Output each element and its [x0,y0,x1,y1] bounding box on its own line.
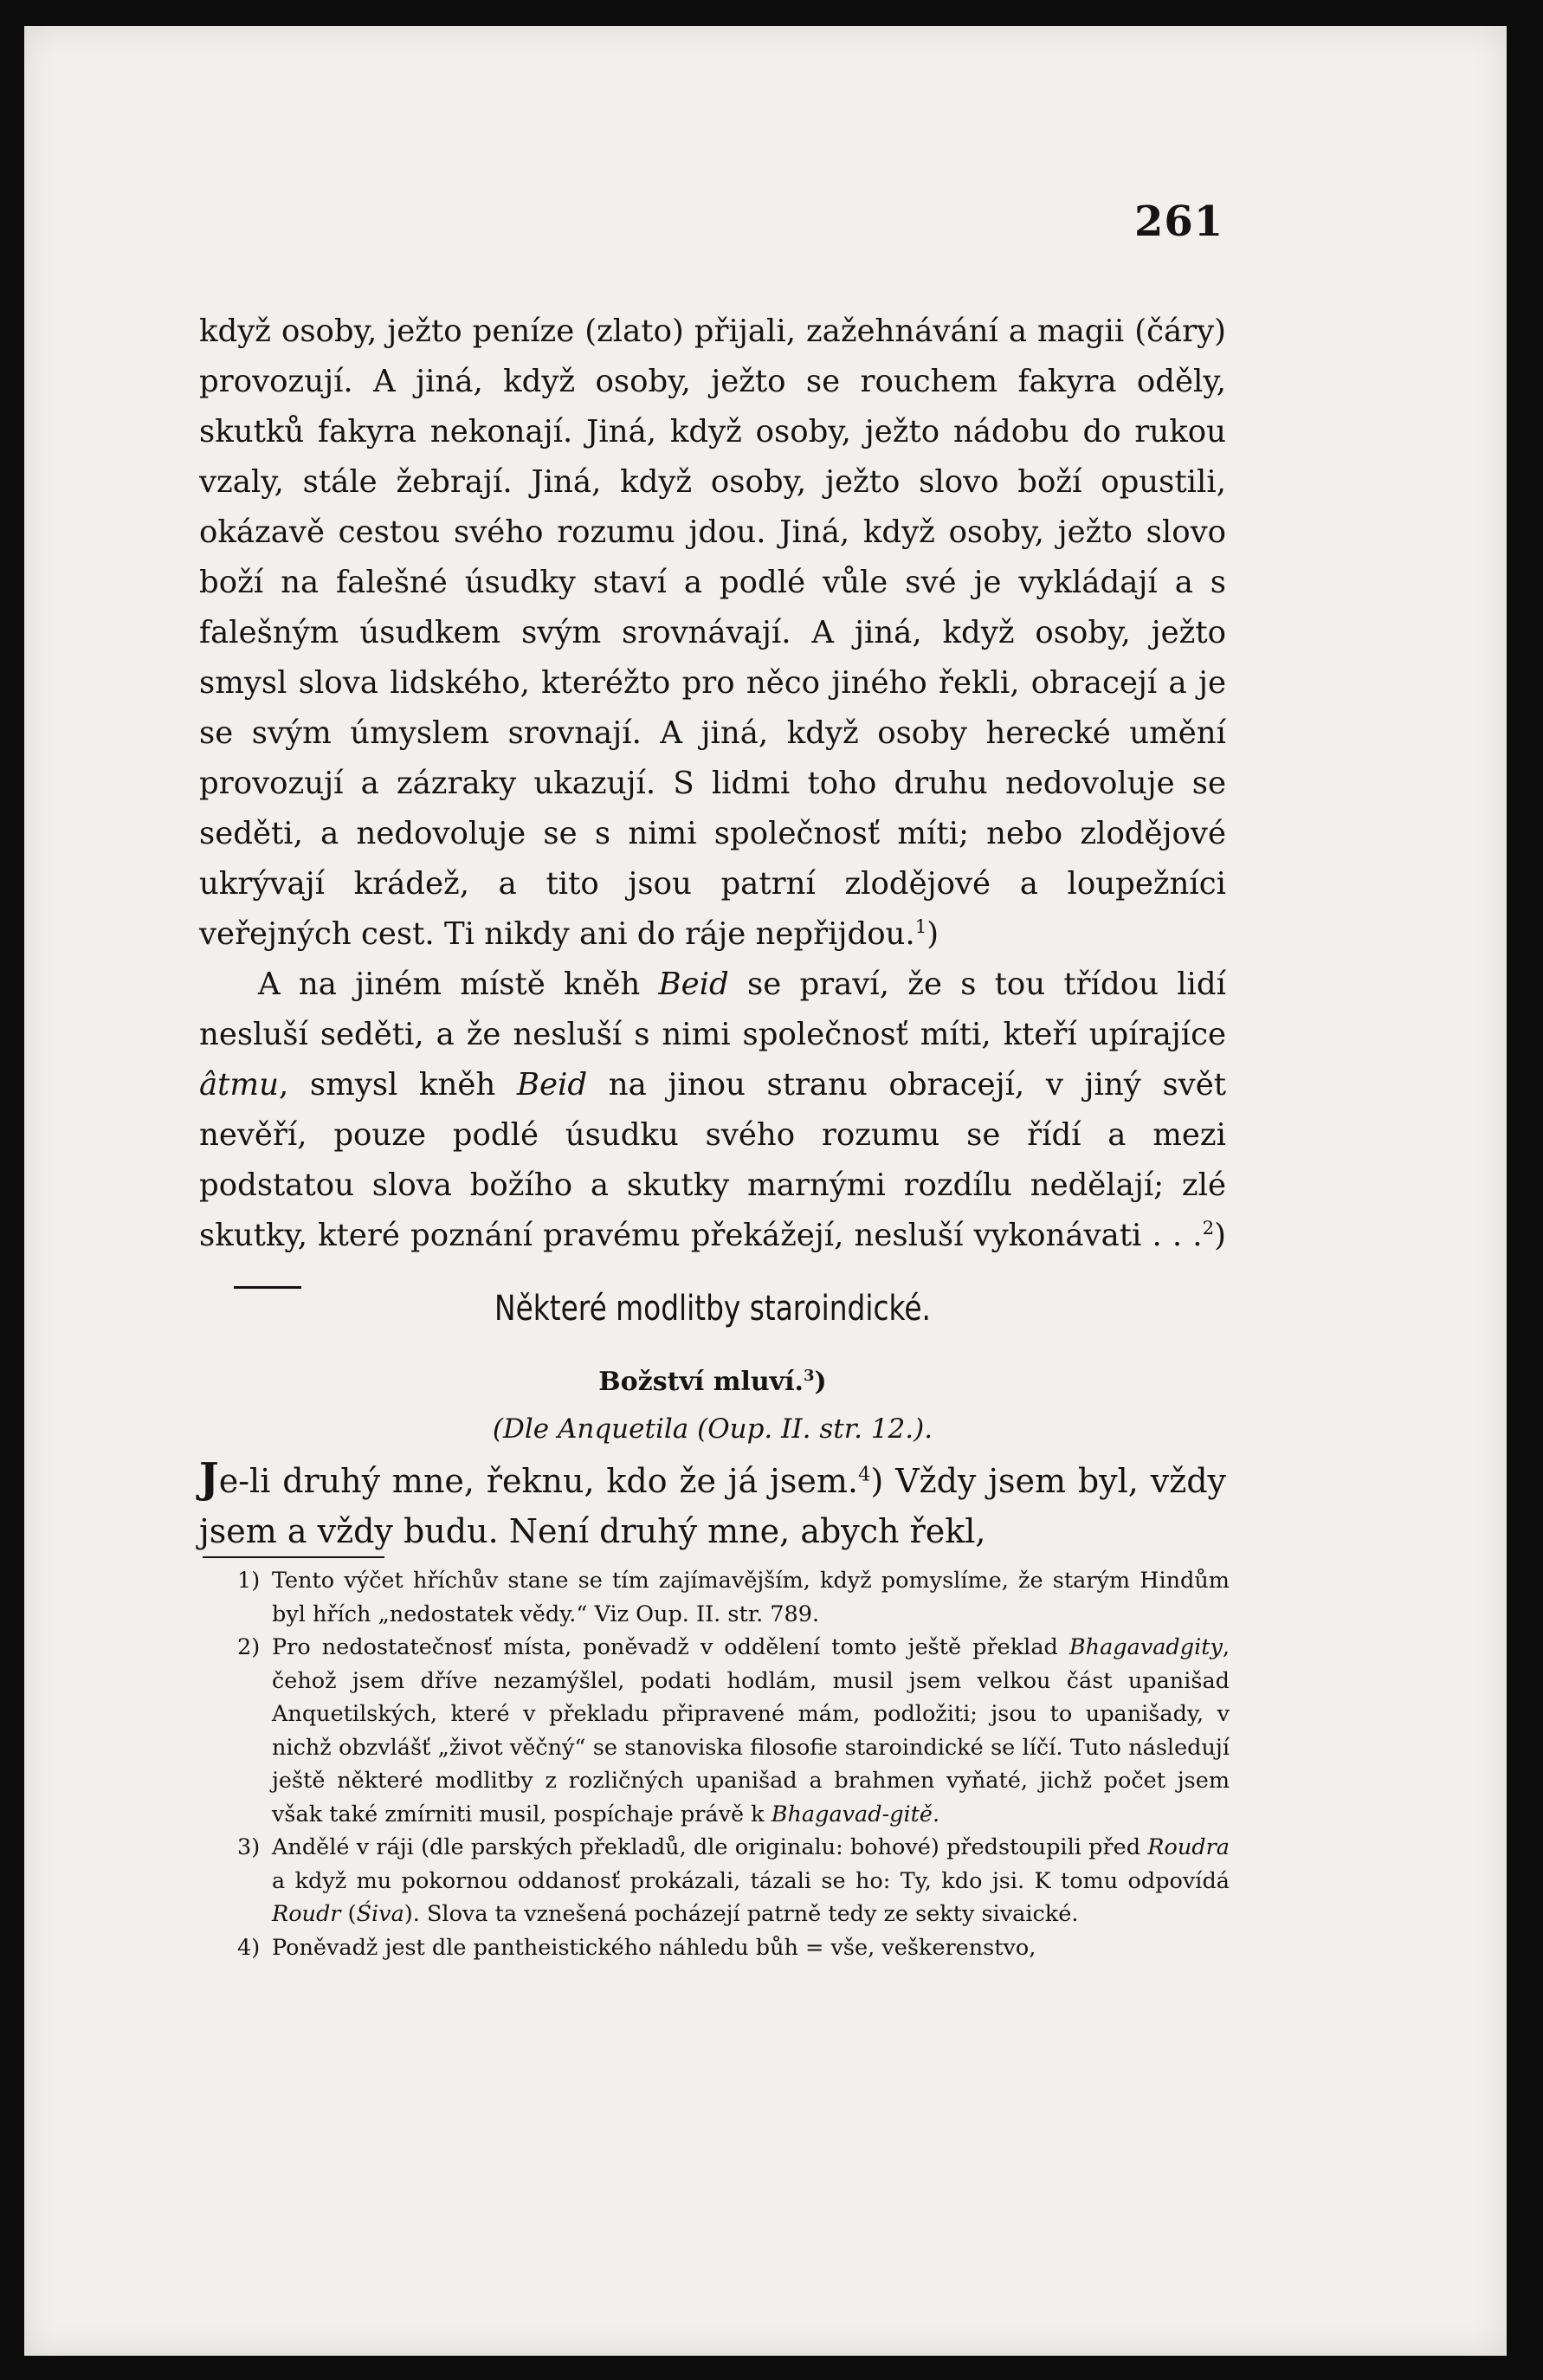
drop-initial: J [199,1454,219,1503]
footnote-rule [203,1556,384,1558]
footnote-text: a když mu pokornou oddanosť prokázali, tázali se ho: Ty, kdo jsi. K tomu odpovídá [272,1867,1230,1894]
page-number: 261 [1134,197,1224,246]
term-beid: Beid [658,967,729,1002]
footnote-ref-2: 2 [1202,1218,1215,1240]
footnote-text: , čehož jsem dříve nezamýšlel, podati hodlám, musil jsem velkou část upanišad Anquetilských, které v překladu připravené mám, podložiti; jsou to upanišady, v nichž obzvlášť „život věčný“ se stanoviska filosofie staroindické se líčí. Tuto následují ještě některé modlitby z rozličných upanišad a brahmen vyňaté, jichž počet jsem však také zmírniti musil, pospíchaje právě k [272,1634,1230,1827]
footnote-italic: Śiva [356,1901,404,1927]
footnote-italic: Roudra [1147,1834,1230,1860]
paragraph-2-text-d: na jinou stranu obracejí, v jiný svět nevěří, pouze podlé úsudku svého rozumu se řídí a mezi podstatou slova božího a skutky marnými rozdílu nedělají; zlé skutky, které poznání pravému překážejí, nesluší vykonávati . . . [199,1067,1226,1253]
subtitle-text: Božství mluví. [598,1367,804,1397]
footnote-marker: 2) [237,1634,261,1660]
footnote-ref-1: 1 [914,916,927,939]
term-atmu: âtmu [199,1067,279,1103]
footnote-2 [199,1631,1230,1831]
footnote-text: Poněvadž jest dle pantheistického náhledu bůh = vše, veškerenstvo, [272,1934,1036,1961]
body-text [199,307,1226,1311]
footnote-text: ). Slova ta vznešená pocházejí patrně tedy ze sekty sivaické. [404,1901,1079,1927]
footnote-marker: 3) [237,1834,261,1860]
term-beid-2: Beid [516,1067,588,1103]
source-citation: (Dle Anquetila (Oup. II. str. 12.). [492,1413,933,1445]
footnote-marker: 4) [237,1934,261,1961]
verse-text-b: Vždy jsem byl, vždy jsem a vždy budu. Není druhý mne, abych řekl, [199,1462,1227,1550]
paragraph-2-text-a: A na jiném místě kněh [258,967,659,1002]
paragraph-2-text-b: se praví, že s tou třídou lidí nesluší seděti, a že nesluší s nimi společnosť míti, kteří upírajíce [199,967,1226,1052]
verse-text: Je-li druhý mne, řeknu, kdo že já jsem.$^4$) Vždy jsem byl, vždy jsem a vždy budu. Není druhý mne, abych řekl, [199,1454,1227,1550]
footnote-1 [199,1564,1230,1631]
paragraph-2-text-c: , smysl kněh [278,1067,517,1103]
footnote-italic: Bhagavadgity [1068,1634,1223,1660]
paragraph-1: když osoby, ježto peníze (zlato) přijali, zažehnávání a magii (čáry) provozují. A jiná, když osoby, ježto se rouchem fakyra oděly, skutků fakyra nekonají. Jiná, když osoby, ježto nádobu do rukou vzaly, stále žebrají. Jiná, když osoby, ježto slovo boží opustili, okázavě cestou svého rozumu jdou. Jiná, když osoby, ježto slovo boží na falešné úsudky staví a podlé vůle své je vykládají a s falešným úsudkem svým srovnávají. A jiná, když osoby, ježto smysl slova lidského, kteréžto pro něco jiného řekli, obracejí a je se svým úmyslem srovnají. A jiná, když osoby herecké umění provozují a zázraky ukazují. S lidmi toho druhu nedovoluje se seděti, a nedovoluje se s nimi společnosť míti; nebo zlodějové ukrývají krádež, a tito jsou patrní zlodějové a loupežníci veřejných cest. Ti nikdy ani do ráje nepřijdou.$^1$) [199,314,1226,952]
section-title: Některé modlitby staroindické. [494,1289,931,1329]
footnote-marker: 1) [237,1568,261,1594]
paragraph-2: A na jiném místě kněh Beid se praví, že s tou třídou lidí nesluší seděti, a že nesluší s nimi společnosť míti, kteří upírajíce âtmu, smysl kněh Beid na jinou stranu obracejí, v jiný svět nevěří, pouze podlé úsudku svého rozumu se řídí a mezi podstatou slova božího a skutky marnými rozdílu nedělají; zlé skutky, které poznání pravému překážejí, nesluší vykonávati . . .$^2$) [199,960,1226,1311]
footnote-ref-4: 4 [857,1463,871,1486]
footnote-ref-3: 3 [803,1367,815,1385]
footnote-4 [199,1931,1230,1965]
section-subtitle: Božství mluví.$^3$) [598,1367,827,1397]
footnote-text: Pro nedostatečnosť místa, poněvadž v oddělení tomto ještě překlad [272,1634,1069,1660]
footnote-italic: Roudr [272,1901,341,1927]
paragraph-1-text: když osoby, ježto peníze (zlato) přijali, zažehnávání a magii (čáry) provozují. A jiná, když osoby, ježto se rouchem fakyra oděly, skutků fakyra nekonají. Jiná, když osoby, ježto nádobu do rukou vzaly, stále žebrají. Jiná, když osoby, ježto slovo boží opustili, okázavě cestou svého rozumu jdou. Jiná, když osoby, ježto slovo boží na falešné úsudky staví a podlé vůle své je vykládají a s falešným úsudkem svým srovnávají. A jiná, když osoby, ježto smysl slova lidského, kteréžto pro něco jiného řekli, obracejí a je se svým úmyslem srovnají. A jiná, když osoby herecké umění provozují a zázraky ukazují. S lidmi toho druhu nedovoluje se seděti, a nedovoluje se s nimi společnosť míti; nebo zlodějové ukrývají krádež, a tito jsou patrní zlodějové a loupežníci veřejných cest. Ti nikdy ani do ráje nepřijdou. [199,314,1226,952]
footnote-text: Tento výčet hříchův stane se tím zajímavějším, když pomyslíme, že starým Hindům byl hřích „nedostatek vědy.“ Viz Oup. II. str. 789. [272,1568,1230,1627]
footnote-3 [199,1831,1230,1931]
verse-text-a: e-li druhý mne, řeknu, kdo že já jsem. [218,1462,858,1500]
footnote-text: Andělé v ráji (dle parských překladů, dle originalu: bohové) předstoupili před [272,1834,1148,1860]
footnote-italic: Bhagavad-gitě. [771,1801,940,1827]
footnotes [199,1564,1230,1964]
footnote-text: ( [340,1901,357,1927]
